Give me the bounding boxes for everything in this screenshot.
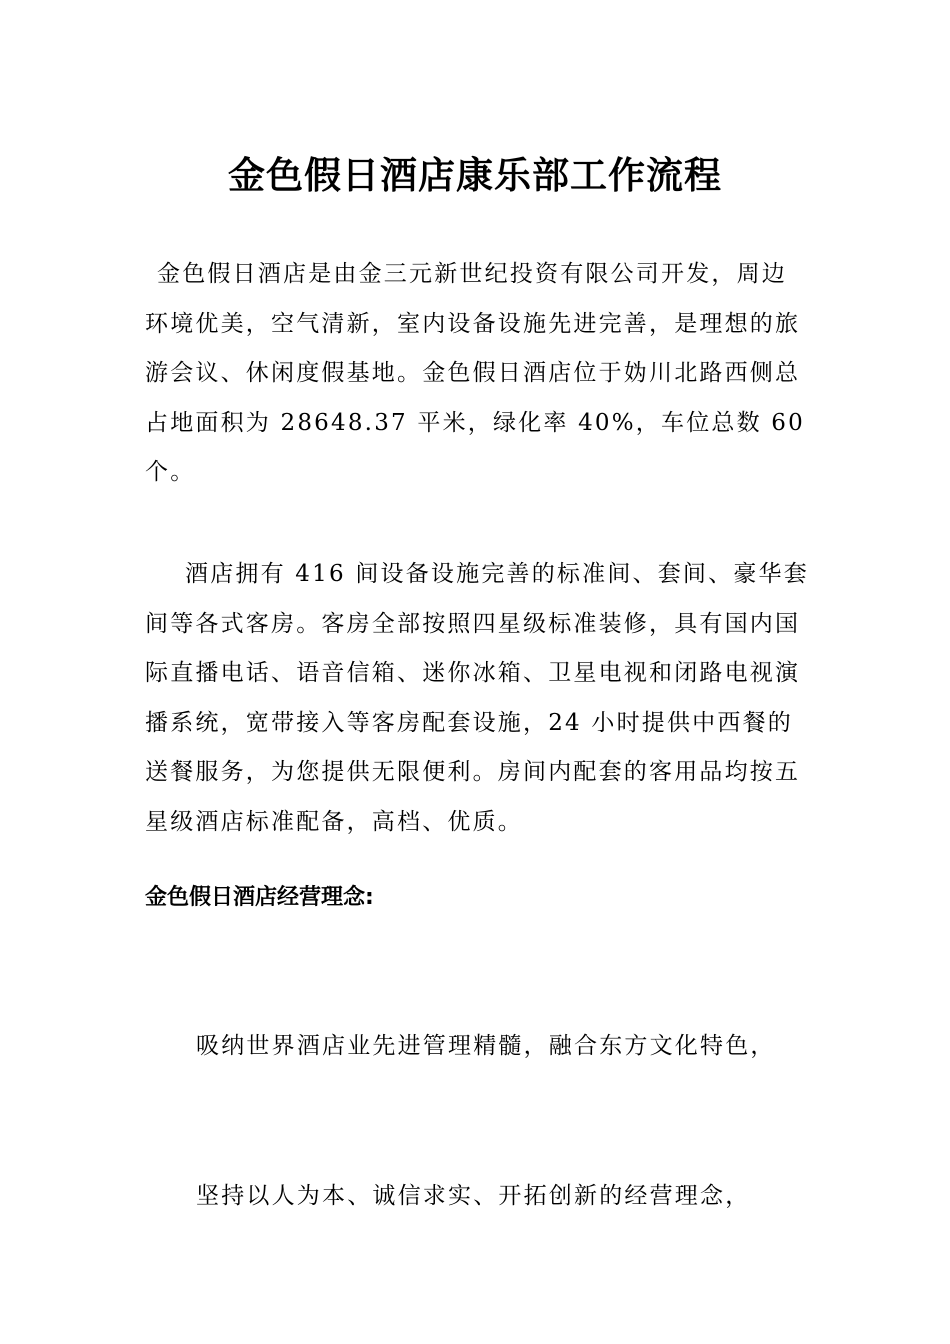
document-title: 金色假日酒店康乐部工作流程	[228, 153, 722, 197]
section-heading: 金色假日酒店经营理念:	[145, 885, 374, 910]
intro-paragraph: 金色假日酒店是由金三元新世纪投资有限公司开发，周边环境优美，空气清新，室内设备设施先进完善，是理想的旅游会议、休闲度假基地。金色假日酒店位于妫川北路西侧总占地面积为 28648.37 平米，绿化率 40%，车位总数 60 个。	[145, 261, 805, 485]
motto-line-1: 吸纳世界酒店业先进管理精髓，融合东方文化特色，	[196, 1033, 776, 1059]
rooms-paragraph: 酒店拥有 416 间设备设施完善的标准间、套间、豪华套间等各式客房。客房全部按照四星级标准装修，具有国内国际直播电话、语音信箱、迷你冰箱、卫星电视和闭路电视演播系统，宽带接入等客房配套设施，24 小时提供中西餐的送餐服务，为您提供无限便利。房间内配套的客用品均按五星级酒店标准配备，高档、优质。	[145, 561, 809, 835]
motto-line-2: 坚持以人为本、诚信求实、开拓创新的经营理念，	[196, 1183, 751, 1209]
